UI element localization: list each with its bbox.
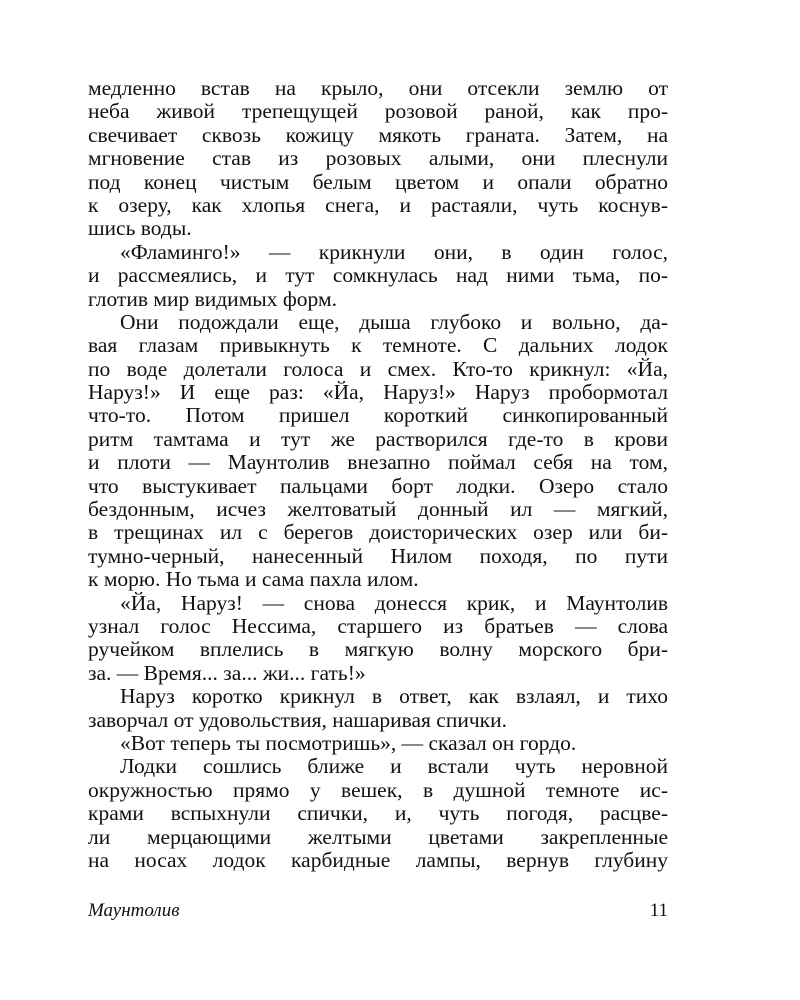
- text-line: заворчал от удовольствия, нашаривая спички.: [88, 708, 507, 732]
- text-line: свечивает сквозь кожицу мякоть граната. Затем, на: [88, 123, 668, 147]
- page-number: 11: [649, 900, 668, 921]
- text-line: ручейком вплелись в мягкую волну морского бри-: [88, 638, 668, 662]
- text-line: тумно-черный, нанесенный Нилом походя, по пути: [88, 544, 668, 568]
- text-line: и плоти — Маунтолив внезапно поймал себя на том,: [88, 451, 668, 475]
- text-line: под конец чистым белым цветом и опали обратно: [88, 170, 668, 194]
- text-line: «Фламинго!» — крикнули они, в один голос,: [120, 240, 668, 264]
- text-line: вая глазам привыкнуть к темноте. С дальних лодок: [88, 334, 668, 358]
- text-line: «Йа, Наруз! — снова донесся крик, и Маунтолив: [120, 591, 668, 615]
- text-line: что-то. Потом пришел короткий синкопированный: [88, 404, 668, 428]
- text-line: глотив мир видимых форм.: [88, 287, 337, 311]
- text-line: ритм тамтама и тут же растворился где-то в крови: [88, 427, 668, 451]
- text-line: к морю. Но тьма и сама пахла илом.: [88, 568, 419, 592]
- running-title: Маунтолив: [88, 900, 180, 921]
- text-line: Наруз!» И еще раз: «Йа, Наруз!» Наруз пробормотал: [88, 381, 668, 405]
- text-line: к озеру, как хлопья снега, и растаяли, чуть коснув-: [88, 193, 668, 217]
- text-line: Лодки сошлись ближе и встали чуть неровной: [120, 755, 668, 779]
- text-line: что выстукивает пальцами борт лодки. Озеро стало: [88, 474, 668, 498]
- text-line: шись воды.: [88, 217, 192, 241]
- text-line: ли мерцающими желтыми цветами закрепленные: [88, 825, 668, 849]
- text-line: окружностью прямо у вешек, в душной темноте ис-: [88, 778, 668, 802]
- text-line: за. — Время... за... жи... гать!»: [88, 661, 366, 685]
- text-line: узнал голос Нессима, старшего из братьев — слова: [88, 614, 668, 638]
- text-line: крами вспыхнули спички, и, чуть погодя, расцве-: [88, 802, 668, 826]
- text-line: неба живой трепещущей розовой раной, как про-: [88, 100, 668, 124]
- text-line: «Вот теперь ты посмотришь», — сказал он гордо.: [120, 731, 577, 755]
- text-line: и рассмеялись, и тут сомкнулась над ними тьма, по-: [88, 264, 668, 288]
- text-line: мгновение став из розовых алыми, они плеснули: [88, 147, 668, 171]
- text-line: бездонным, исчез желтоватый донный ил — мягкий,: [88, 498, 668, 522]
- text-line: по воде долетали голоса и смех. Кто-то крикнул: «Йа,: [88, 357, 668, 381]
- text-line: Они подождали еще, дыша глубоко и вольно, да-: [120, 310, 668, 334]
- body-text: [88, 77, 668, 872]
- text-line: медленно встав на крыло, они отсекли землю от: [88, 77, 668, 100]
- text-line: в трещинах ил с берегов доисторических озер или би-: [88, 521, 668, 545]
- text-line: Наруз коротко крикнул в ответ, как взлаял, и тихо: [120, 685, 668, 709]
- text-line: на носах лодок карбидные лампы, вернув глубину: [88, 848, 668, 872]
